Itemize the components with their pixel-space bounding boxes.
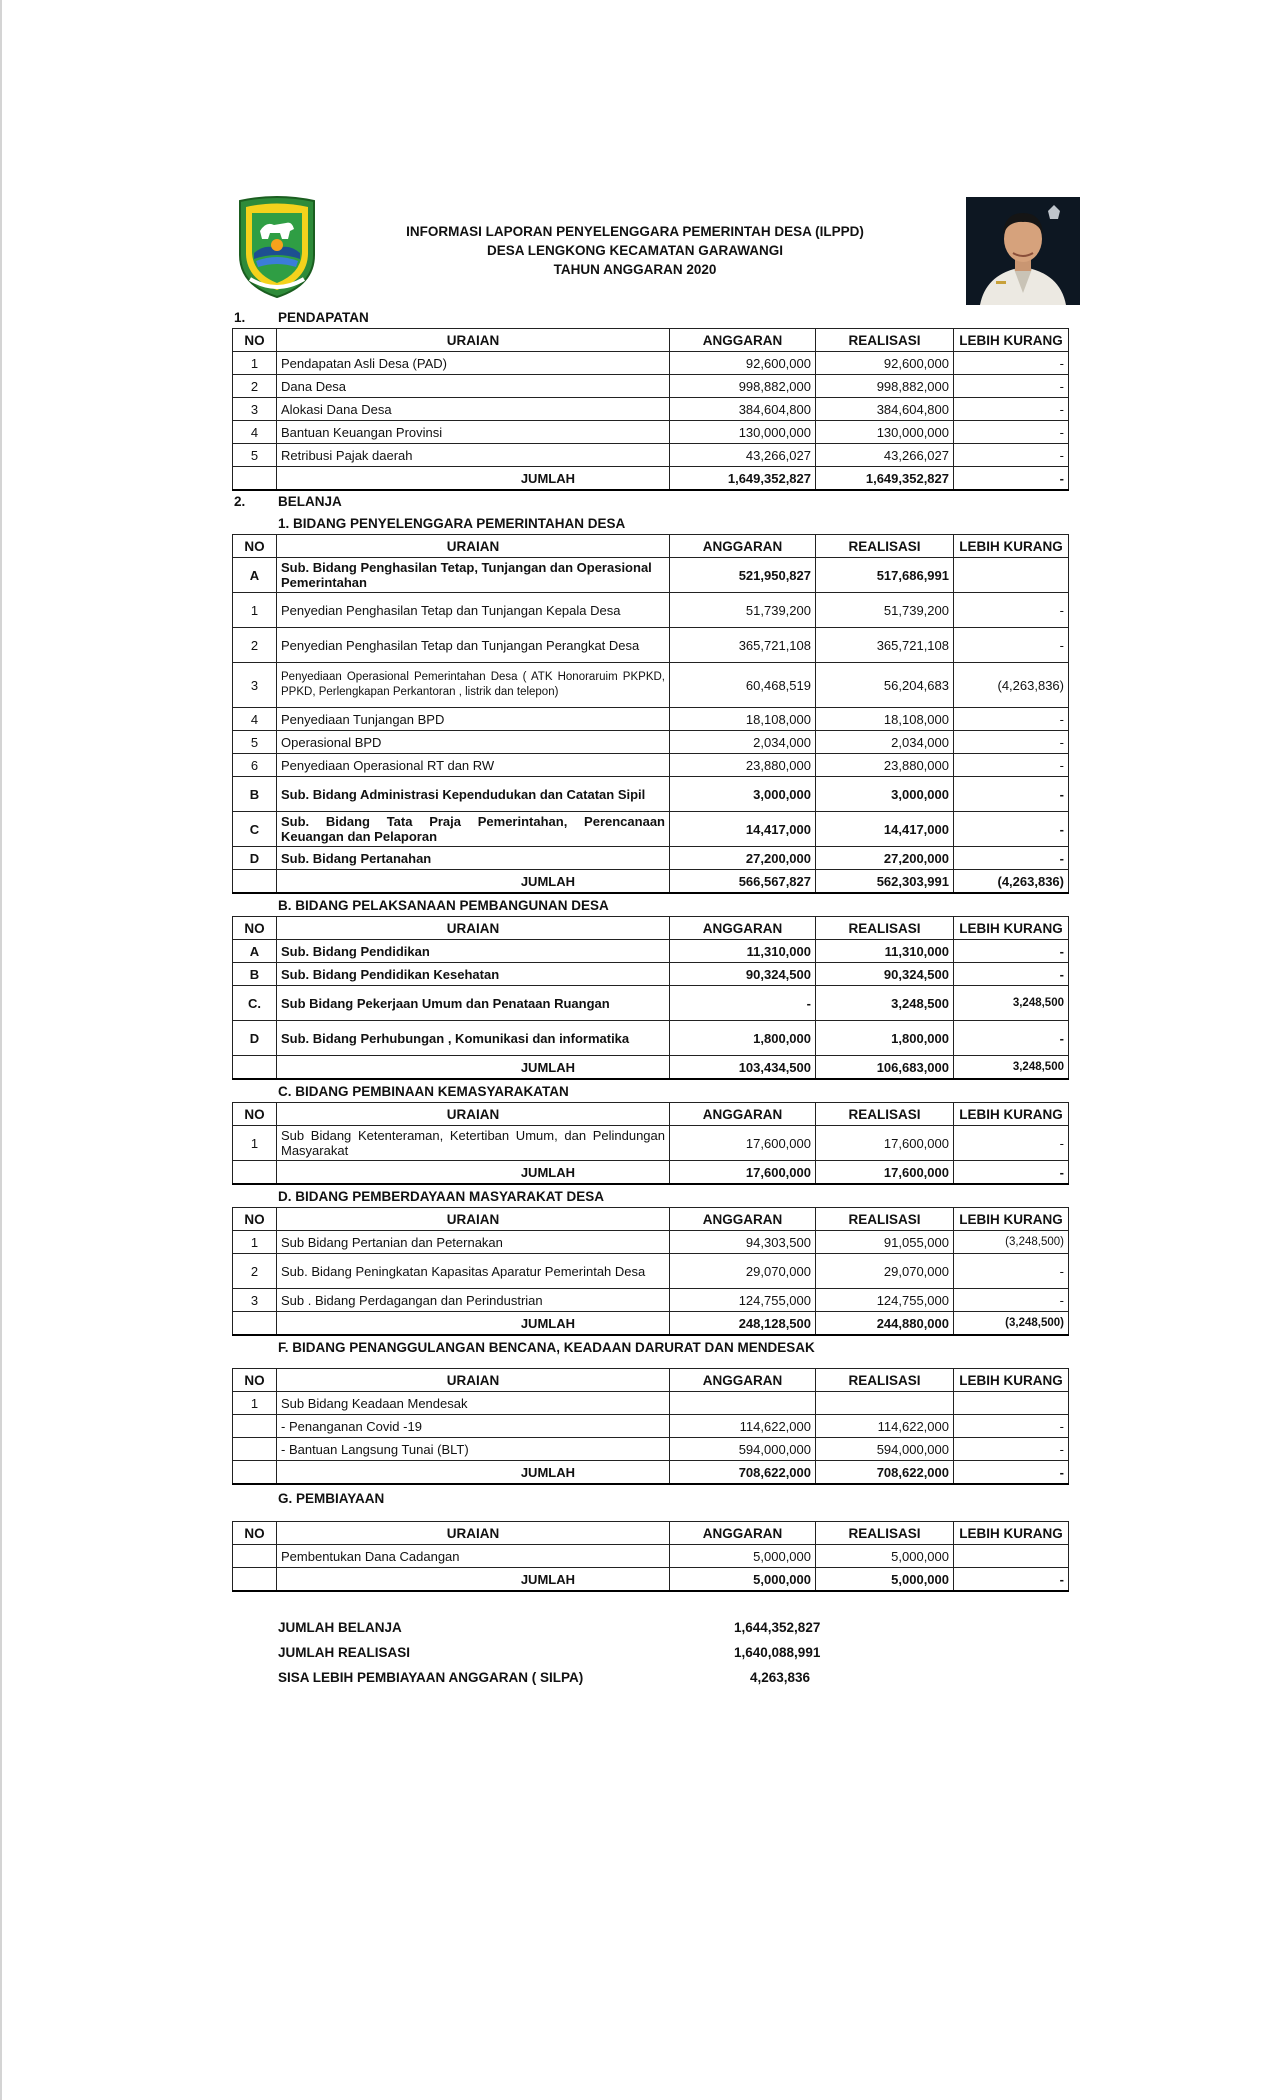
subsection-title: G. PEMBIAYAAN (278, 1491, 385, 1506)
table-header-row: NO URAIAN ANGGARAN REALISASI LEBIH KURANG (233, 1369, 1069, 1392)
table-row: 3 Penyediaan Operasional Pemerintahan Desa ( ATK Honoraruim PKPKD, PPKD, Perlengkapan Perkantoran , listrik dan telepon) 60,468,519 56,204,683 (4,263,836) (233, 663, 1069, 708)
table-row: 2 Dana Desa 998,882,000 998,882,000 - (233, 375, 1069, 398)
table-row: C. Sub Bidang Pekerjaan Umum dan Penataan Ruangan - 3,248,500 3,248,500 (233, 986, 1069, 1021)
summary-block (232, 1620, 1068, 1695)
official-portrait-photo (966, 197, 1080, 305)
table-pembiayaan (232, 1521, 1069, 1592)
table-header-row: NO URAIAN ANGGARAN REALISASI LEBIH KURANG (233, 535, 1069, 558)
table-total-row: JUMLAH 248,128,500 244,880,000 (3,248,500) (233, 1312, 1069, 1336)
table-row: 3 Sub . Bidang Perdagangan dan Perindustrian 124,755,000 124,755,000 - (233, 1289, 1069, 1312)
table-row: 3 Alokasi Dana Desa 384,604,800 384,604,800 - (233, 398, 1069, 421)
regency-crest-icon (236, 195, 318, 299)
table-header-row: NO URAIAN ANGGARAN REALISASI LEBIH KURANG (233, 917, 1069, 940)
table-row: B Sub. Bidang Pendidikan Kesehatan 90,324,500 90,324,500 - (233, 963, 1069, 986)
subsection-title: F. BIDANG PENANGGULANGAN BENCANA, KEADAAN DARURAT DAN MENDESAK (278, 1340, 815, 1355)
table-row: 5 Operasional BPD 2,034,000 2,034,000 - (233, 731, 1069, 754)
table-row: - Penanganan Covid -19 114,622,000 114,622,000 - (233, 1415, 1069, 1438)
table-row: D Sub. Bidang Pertanahan 27,200,000 27,200,000 - (233, 847, 1069, 870)
table-row: A Sub. Bidang Penghasilan Tetap, Tunjangan dan Operasional Pemerintahan 521,950,827 517,686,991 (233, 558, 1069, 593)
table-total-row: JUMLAH 566,567,827 562,303,991 (4,263,836) (233, 870, 1069, 894)
report-document (232, 195, 1068, 1695)
table-row: 2 Penyedian Penghasilan Tetap dan Tunjangan Perangkat Desa 365,721,108 365,721,108 - (233, 628, 1069, 663)
table-row: B Sub. Bidang Administrasi Kependudukan dan Catatan Sipil 3,000,000 3,000,000 - (233, 777, 1069, 812)
table-bidang-bencana (232, 1368, 1069, 1485)
table-total-row: JUMLAH 17,600,000 17,600,000 - (233, 1161, 1069, 1185)
table-row: D Sub. Bidang Perhubungan , Komunikasi dan informatika 1,800,000 1,800,000 - (233, 1021, 1069, 1056)
table-row: 1 Sub Bidang Pertanian dan Peternakan 94,303,500 91,055,000 (3,248,500) (233, 1231, 1069, 1254)
summary-jumlah-belanja: JUMLAH BELANJA 1,644,352,827 (278, 1620, 821, 1635)
table-row: 4 Penyediaan Tunjangan BPD 18,108,000 18,108,000 - (233, 708, 1069, 731)
table-row: C Sub. Bidang Tata Praja Pemerintahan, Perencanaan Keuangan dan Pelaporan 14,417,000 14,417,000 - (233, 812, 1069, 847)
section-belanja: 2. BELANJA (234, 494, 342, 509)
subsection-title: C. BIDANG PEMBINAAN KEMASYARAKATAN (278, 1084, 569, 1099)
table-row: 1 Pendapatan Asli Desa (PAD) 92,600,000 92,600,000 - (233, 352, 1069, 375)
table-row: Pembentukan Dana Cadangan 5,000,000 5,000,000 (233, 1545, 1069, 1568)
report-village: DESA LENGKONG KECAMATAN GARAWANGI (487, 243, 783, 258)
table-total-row: JUMLAH 1,649,352,827 1,649,352,827 - (233, 467, 1069, 491)
page-edge (0, 0, 2, 2100)
table-row: 1 Penyedian Penghasilan Tetap dan Tunjangan Kepala Desa 51,739,200 51,739,200 - (233, 593, 1069, 628)
table-bidang-pemberdayaan (232, 1207, 1069, 1336)
subsection-title: D. BIDANG PEMBERDAYAAN MASYARAKAT DESA (278, 1189, 605, 1204)
subsection-title: 1. BIDANG PENYELENGGARA PEMERINTAHAN DESA (278, 516, 626, 531)
report-title-block (332, 222, 938, 279)
table-row: 5 Retribusi Pajak daerah 43,266,027 43,266,027 - (233, 444, 1069, 467)
table-row: 6 Penyediaan Operasional RT dan RW 23,880,000 23,880,000 - (233, 754, 1069, 777)
table-bidang-kemasyarakatan (232, 1102, 1069, 1185)
table-bidang-pembangunan (232, 916, 1069, 1080)
table-row: - Bantuan Langsung Tunai (BLT) 594,000,000 594,000,000 - (233, 1438, 1069, 1461)
table-row: 4 Bantuan Keuangan Provinsi 130,000,000 130,000,000 - (233, 421, 1069, 444)
section-pendapatan: 1. PENDAPATAN (234, 310, 369, 325)
report-year: TAHUN ANGGARAN 2020 (553, 262, 717, 277)
report-header (232, 195, 1068, 307)
table-header-row: NO URAIAN ANGGARAN REALISASI LEBIH KURANG (233, 1208, 1069, 1231)
table-total-row: JUMLAH 103,434,500 106,683,000 3,248,500 (233, 1056, 1069, 1080)
table-header-row: NO URAIAN ANGGARAN REALISASI LEBIH KURANG (233, 329, 1069, 352)
table-total-row: JUMLAH 5,000,000 5,000,000 - (233, 1568, 1069, 1592)
table-row: 1 Sub Bidang Ketenteraman, Ketertiban Umum, dan Pelindungan Masyarakat 17,600,000 17,600,000 - (233, 1126, 1069, 1161)
table-header-row: NO URAIAN ANGGARAN REALISASI LEBIH KURANG (233, 1522, 1069, 1545)
table-pendapatan (232, 328, 1069, 491)
subsection-title: B. BIDANG PELAKSANAAN PEMBANGUNAN DESA (278, 898, 609, 913)
table-total-row: JUMLAH 708,622,000 708,622,000 - (233, 1461, 1069, 1485)
table-bidang-penyelenggara (232, 534, 1069, 894)
table-header-row: NO URAIAN ANGGARAN REALISASI LEBIH KURANG (233, 1103, 1069, 1126)
table-row: A Sub. Bidang Pendidikan 11,310,000 11,310,000 - (233, 940, 1069, 963)
summary-jumlah-realisasi: JUMLAH REALISASI 1,640,088,991 (278, 1645, 821, 1660)
table-row: 1 Sub Bidang Keadaan Mendesak (233, 1392, 1069, 1415)
summary-silpa: SISA LEBIH PEMBIAYAAN ANGGARAN ( SILPA) 4,263,836 (278, 1670, 810, 1685)
table-row: 2 Sub. Bidang Peningkatan Kapasitas Aparatur Pemerintah Desa 29,070,000 29,070,000 - (233, 1254, 1069, 1289)
report-title: INFORMASI LAPORAN PENYELENGGARA PEMERINTAH DESA (ILPPD) (406, 224, 864, 239)
